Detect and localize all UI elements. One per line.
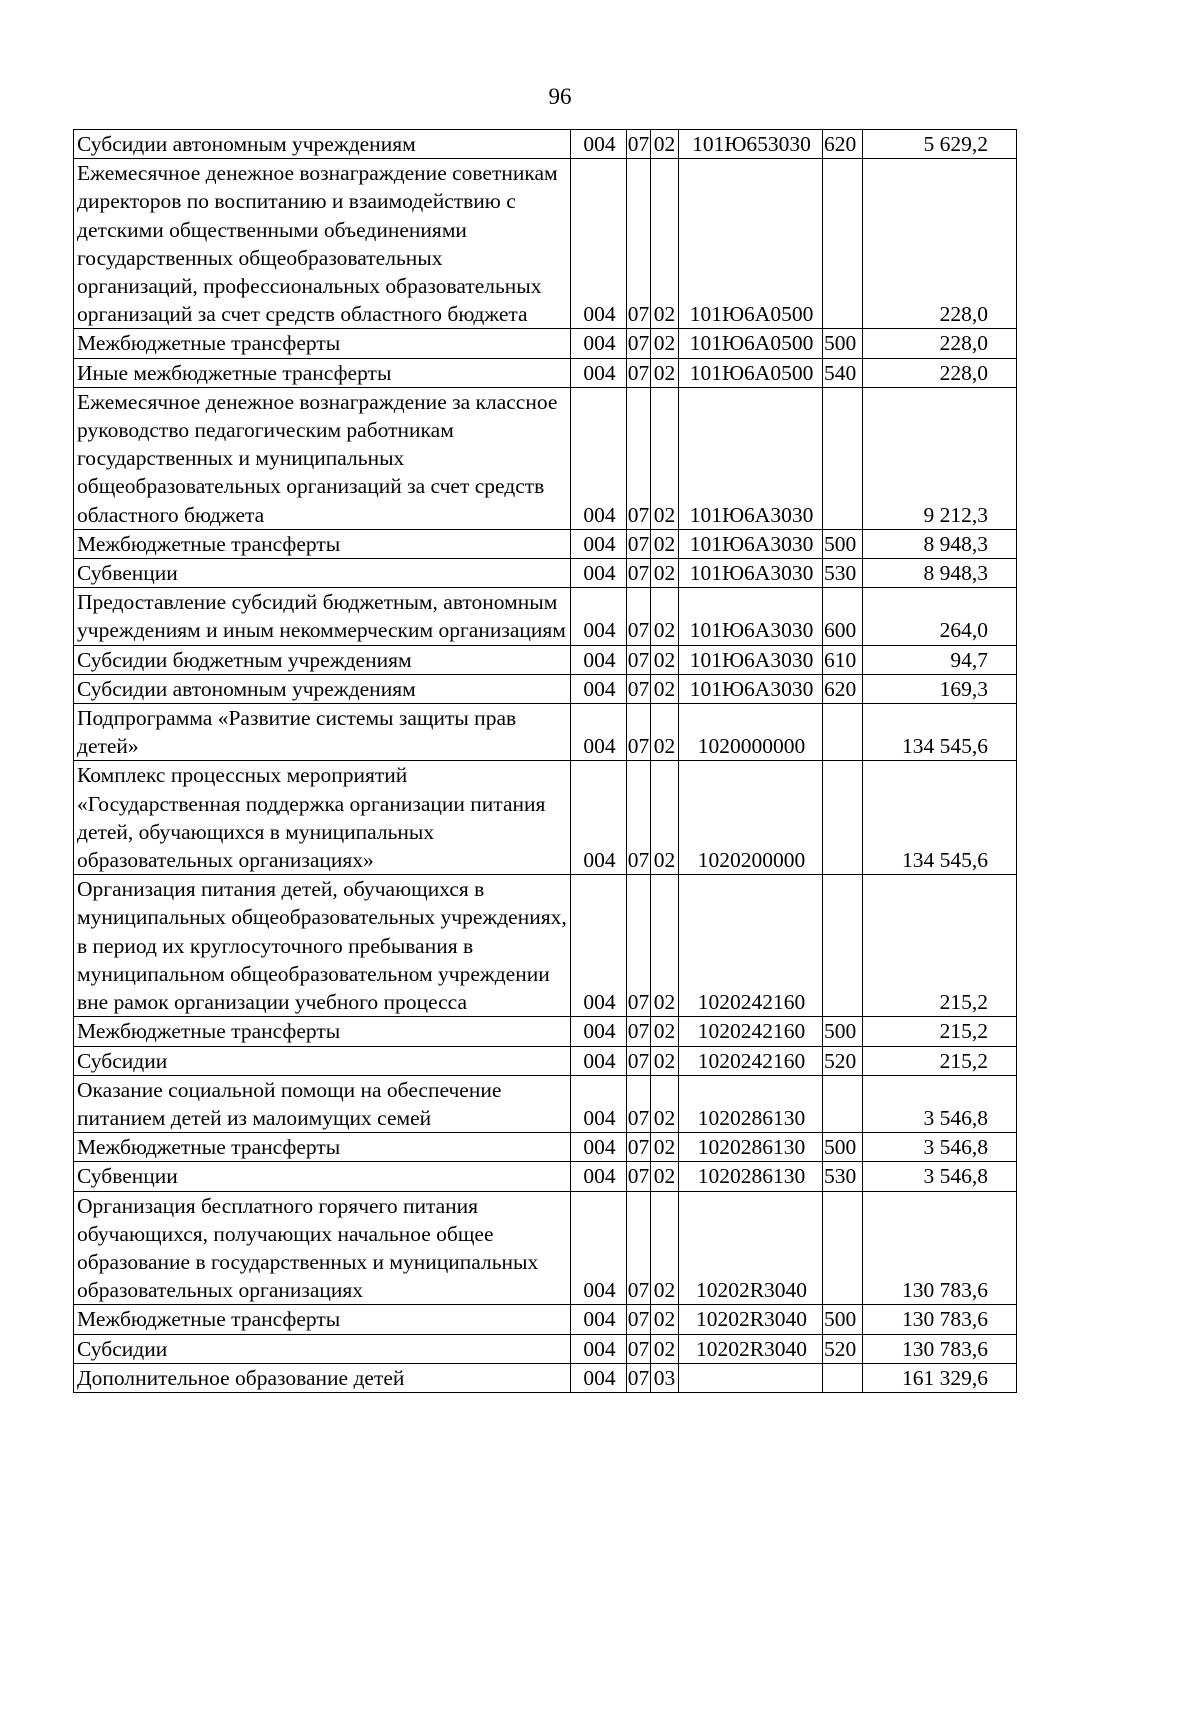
amount-cell: 130 783,6	[863, 1191, 1017, 1305]
row-name-cell: Межбюджетные трансферты	[74, 1133, 571, 1162]
expense-type-cell: 520	[823, 1046, 863, 1075]
budget-rows	[74, 130, 1017, 1393]
expense-type-cell: 520	[823, 1334, 863, 1363]
expense-type-cell	[823, 387, 863, 529]
subsection-code-cell: 02	[651, 588, 679, 645]
target-code-cell: 101Ю6А3030	[679, 588, 823, 645]
section-code-cell: 07	[627, 875, 651, 1017]
amount-cell: 3 546,8	[863, 1133, 1017, 1162]
target-code-cell: 101Ю6А0500	[679, 358, 823, 387]
table-row	[74, 358, 1017, 387]
expense-type-cell: 600	[823, 588, 863, 645]
section-code-cell: 07	[627, 1334, 651, 1363]
target-code-cell: 1020242160	[679, 1046, 823, 1075]
target-code-cell: 101Ю6А0500	[679, 159, 823, 329]
table-row	[74, 387, 1017, 529]
admin-code-cell: 004	[571, 130, 627, 159]
amount-cell: 228,0	[863, 159, 1017, 329]
row-name-cell: Межбюджетные трансферты	[74, 1305, 571, 1334]
expense-type-cell: 610	[823, 645, 863, 674]
target-code-cell: 1020286130	[679, 1162, 823, 1191]
table-row	[74, 1133, 1017, 1162]
row-name-cell: Комплекс процессных мероприятий «Государственная поддержка организации питания детей, обучающихся в муниципальных образовательных организациях»	[74, 761, 571, 875]
row-name-cell: Дополнительное образование детей	[74, 1363, 571, 1392]
amount-cell: 94,7	[863, 645, 1017, 674]
subsection-code-cell: 02	[651, 1162, 679, 1191]
table-row	[74, 1046, 1017, 1075]
table-row	[74, 1017, 1017, 1046]
subsection-code-cell: 02	[651, 130, 679, 159]
admin-code-cell: 004	[571, 559, 627, 588]
section-code-cell: 07	[627, 559, 651, 588]
expense-type-cell: 500	[823, 329, 863, 358]
expense-type-cell	[823, 1191, 863, 1305]
subsection-code-cell: 02	[651, 875, 679, 1017]
table-row	[74, 704, 1017, 761]
table-row	[74, 1305, 1017, 1334]
expense-type-cell: 620	[823, 674, 863, 703]
subsection-code-cell: 02	[651, 1191, 679, 1305]
amount-cell: 228,0	[863, 329, 1017, 358]
section-code-cell: 07	[627, 588, 651, 645]
section-code-cell: 07	[627, 1133, 651, 1162]
row-name-cell: Субсидии автономным учреждениям	[74, 674, 571, 703]
target-code-cell: 101Ю653030	[679, 130, 823, 159]
admin-code-cell: 004	[571, 1191, 627, 1305]
admin-code-cell: 004	[571, 1017, 627, 1046]
subsection-code-cell: 02	[651, 387, 679, 529]
section-code-cell: 07	[627, 1075, 651, 1132]
subsection-code-cell: 02	[651, 704, 679, 761]
subsection-code-cell: 02	[651, 529, 679, 558]
admin-code-cell: 004	[571, 1162, 627, 1191]
admin-code-cell: 004	[571, 329, 627, 358]
amount-cell: 134 545,6	[863, 761, 1017, 875]
row-name-cell: Субсидии бюджетным учреждениям	[74, 645, 571, 674]
subsection-code-cell: 03	[651, 1363, 679, 1392]
admin-code-cell: 004	[571, 1363, 627, 1392]
admin-code-cell: 004	[571, 761, 627, 875]
amount-cell: 215,2	[863, 875, 1017, 1017]
admin-code-cell: 004	[571, 588, 627, 645]
table-row	[74, 674, 1017, 703]
subsection-code-cell: 02	[651, 761, 679, 875]
admin-code-cell: 004	[571, 358, 627, 387]
expense-type-cell: 500	[823, 1133, 863, 1162]
amount-cell: 134 545,6	[863, 704, 1017, 761]
section-code-cell: 07	[627, 329, 651, 358]
table-row	[74, 1191, 1017, 1305]
row-name-cell: Межбюджетные трансферты	[74, 529, 571, 558]
table-row	[74, 159, 1017, 329]
row-name-cell: Ежемесячное денежное вознаграждение советникам директоров по воспитанию и взаимодействию с детскими общественными объединениями государственных общеобразовательных организаций, профессиональных образовательных организаций за счет средств областного бюджета	[74, 159, 571, 329]
target-code-cell: 1020000000	[679, 704, 823, 761]
table-row	[74, 1334, 1017, 1363]
subsection-code-cell: 02	[651, 358, 679, 387]
subsection-code-cell: 02	[651, 1133, 679, 1162]
section-code-cell: 07	[627, 1162, 651, 1191]
amount-cell: 5 629,2	[863, 130, 1017, 159]
row-name-cell: Субсидии	[74, 1046, 571, 1075]
subsection-code-cell: 02	[651, 645, 679, 674]
expense-type-cell: 540	[823, 358, 863, 387]
table-row	[74, 529, 1017, 558]
target-code-cell: 1020200000	[679, 761, 823, 875]
admin-code-cell: 004	[571, 1075, 627, 1132]
section-code-cell: 07	[627, 159, 651, 329]
subsection-code-cell: 02	[651, 559, 679, 588]
row-name-cell: Подпрограмма «Развитие системы защиты прав детей»	[74, 704, 571, 761]
admin-code-cell: 004	[571, 674, 627, 703]
target-code-cell: 101Ю6А3030	[679, 529, 823, 558]
row-name-cell: Субсидии автономным учреждениям	[74, 130, 571, 159]
subsection-code-cell: 02	[651, 159, 679, 329]
table-row	[74, 761, 1017, 875]
section-code-cell: 07	[627, 761, 651, 875]
row-name-cell: Организация питания детей, обучающихся в муниципальных общеобразовательных учреждениях, в период их круглосуточного пребывания в муниципальном общеобразовательном учреждении вне рамок организации учебного процесса	[74, 875, 571, 1017]
section-code-cell: 07	[627, 529, 651, 558]
section-code-cell: 07	[627, 130, 651, 159]
target-code-cell: 101Ю6А3030	[679, 387, 823, 529]
amount-cell: 215,2	[863, 1017, 1017, 1046]
target-code-cell: 101Ю6А3030	[679, 645, 823, 674]
table-row	[74, 1075, 1017, 1132]
expense-type-cell	[823, 1075, 863, 1132]
section-code-cell: 07	[627, 1363, 651, 1392]
target-code-cell: 1020242160	[679, 1017, 823, 1046]
admin-code-cell: 004	[571, 387, 627, 529]
section-code-cell: 07	[627, 1305, 651, 1334]
subsection-code-cell: 02	[651, 1075, 679, 1132]
amount-cell: 3 546,8	[863, 1162, 1017, 1191]
admin-code-cell: 004	[571, 645, 627, 674]
section-code-cell: 07	[627, 358, 651, 387]
table-row	[74, 875, 1017, 1017]
admin-code-cell: 004	[571, 1334, 627, 1363]
row-name-cell: Ежемесячное денежное вознаграждение за классное руководство педагогическим работникам государственных и муниципальных общеобразовательных организаций за счет средств областного бюджета	[74, 387, 571, 529]
table-row	[74, 130, 1017, 159]
table-row	[74, 645, 1017, 674]
amount-cell: 130 783,6	[863, 1334, 1017, 1363]
section-code-cell: 07	[627, 1046, 651, 1075]
expense-type-cell	[823, 761, 863, 875]
amount-cell: 169,3	[863, 674, 1017, 703]
table-row	[74, 1162, 1017, 1191]
admin-code-cell: 004	[571, 159, 627, 329]
subsection-code-cell: 02	[651, 329, 679, 358]
target-code-cell: 10202R3040	[679, 1191, 823, 1305]
amount-cell: 228,0	[863, 358, 1017, 387]
expense-type-cell: 500	[823, 529, 863, 558]
subsection-code-cell: 02	[651, 674, 679, 703]
admin-code-cell: 004	[571, 704, 627, 761]
row-name-cell: Иные межбюджетные трансферты	[74, 358, 571, 387]
expense-type-cell: 530	[823, 1162, 863, 1191]
target-code-cell: 101Ю6А0500	[679, 329, 823, 358]
row-name-cell: Межбюджетные трансферты	[74, 329, 571, 358]
row-name-cell: Межбюджетные трансферты	[74, 1017, 571, 1046]
subsection-code-cell: 02	[651, 1017, 679, 1046]
target-code-cell: 1020242160	[679, 875, 823, 1017]
amount-cell: 3 546,8	[863, 1075, 1017, 1132]
section-code-cell: 07	[627, 645, 651, 674]
budget-table	[73, 129, 1017, 1393]
target-code-cell: 101Ю6А3030	[679, 674, 823, 703]
amount-cell: 130 783,6	[863, 1305, 1017, 1334]
subsection-code-cell: 02	[651, 1046, 679, 1075]
row-name-cell: Субсидии	[74, 1334, 571, 1363]
expense-type-cell	[823, 704, 863, 761]
admin-code-cell: 004	[571, 1305, 627, 1334]
table-row	[74, 559, 1017, 588]
target-code-cell: 10202R3040	[679, 1305, 823, 1334]
table-row	[74, 588, 1017, 645]
amount-cell: 161 329,6	[863, 1363, 1017, 1392]
page-number: 96	[548, 84, 572, 109]
section-code-cell: 07	[627, 1191, 651, 1305]
target-code-cell	[679, 1363, 823, 1392]
row-name-cell: Субвенции	[74, 559, 571, 588]
section-code-cell: 07	[627, 704, 651, 761]
target-code-cell: 1020286130	[679, 1075, 823, 1132]
table-row	[74, 329, 1017, 358]
expense-type-cell	[823, 159, 863, 329]
amount-cell: 8 948,3	[863, 529, 1017, 558]
admin-code-cell: 004	[571, 875, 627, 1017]
amount-cell: 215,2	[863, 1046, 1017, 1075]
table-row	[74, 1363, 1017, 1392]
admin-code-cell: 004	[571, 1133, 627, 1162]
expense-type-cell: 500	[823, 1017, 863, 1046]
expense-type-cell: 500	[823, 1305, 863, 1334]
expense-type-cell: 620	[823, 130, 863, 159]
expense-type-cell: 530	[823, 559, 863, 588]
amount-cell: 8 948,3	[863, 559, 1017, 588]
admin-code-cell: 004	[571, 1046, 627, 1075]
expense-type-cell	[823, 875, 863, 1017]
target-code-cell: 1020286130	[679, 1133, 823, 1162]
row-name-cell: Предоставление субсидий бюджетным, автономным учреждениям и иным некоммерческим организациям	[74, 588, 571, 645]
target-code-cell: 101Ю6А3030	[679, 559, 823, 588]
section-code-cell: 07	[627, 1017, 651, 1046]
expense-type-cell	[823, 1363, 863, 1392]
row-name-cell: Субвенции	[74, 1162, 571, 1191]
section-code-cell: 07	[627, 674, 651, 703]
amount-cell: 264,0	[863, 588, 1017, 645]
amount-cell: 9 212,3	[863, 387, 1017, 529]
row-name-cell: Оказание социальной помощи на обеспечение питанием детей из малоимущих семей	[74, 1075, 571, 1132]
section-code-cell: 07	[627, 387, 651, 529]
subsection-code-cell: 02	[651, 1334, 679, 1363]
admin-code-cell: 004	[571, 529, 627, 558]
row-name-cell: Организация бесплатного горячего питания обучающихся, получающих начальное общее образование в государственных и муниципальных образовательных организациях	[74, 1191, 571, 1305]
target-code-cell: 10202R3040	[679, 1334, 823, 1363]
subsection-code-cell: 02	[651, 1305, 679, 1334]
